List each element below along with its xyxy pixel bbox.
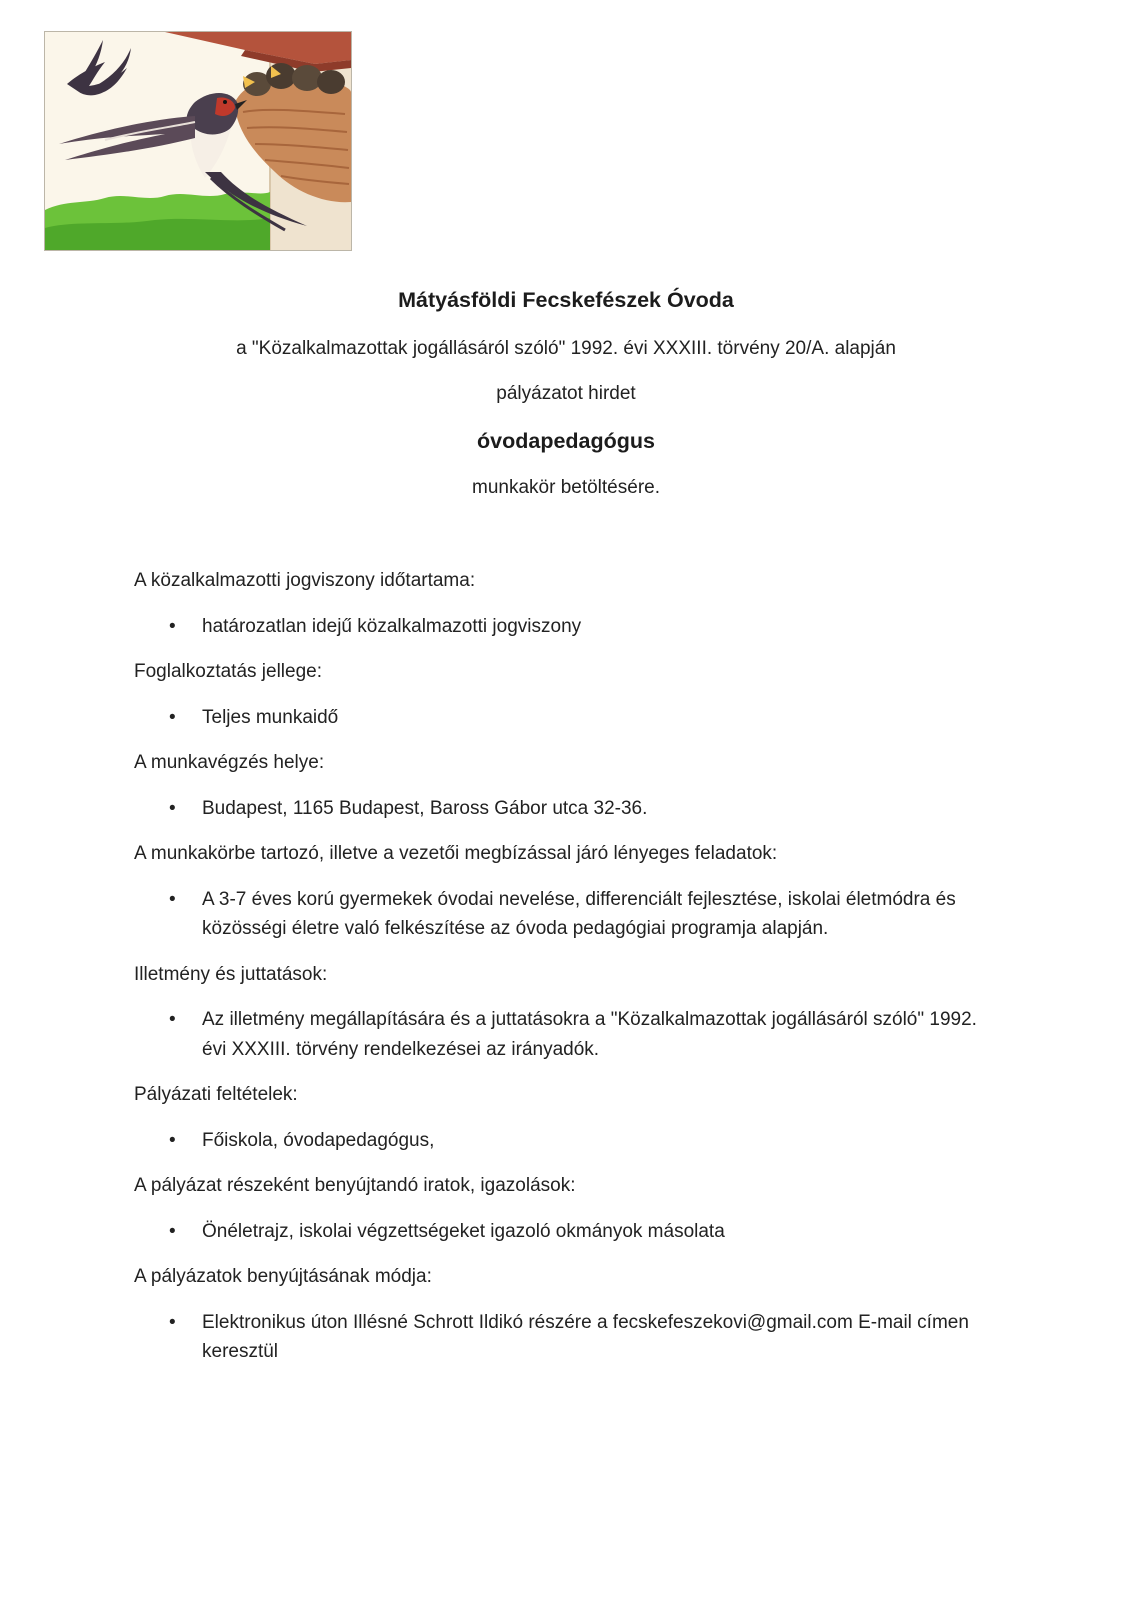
swallow-nest-illustration xyxy=(44,31,352,251)
section-label-submission: A pályázatok benyújtásának módja: xyxy=(134,1266,432,1287)
bullet-icon: • xyxy=(169,706,176,728)
position-suffix-line: munkakör betöltésére. xyxy=(472,477,660,498)
bullet-icon: • xyxy=(169,615,176,637)
bullet-icon: • xyxy=(169,1129,176,1151)
section-label-duration: A közalkalmazotti jogviszony időtartama: xyxy=(134,570,476,591)
bullet-list-workplace xyxy=(134,794,1004,824)
section-label-requirements: Pályázati feltételek: xyxy=(134,1084,298,1105)
list-item xyxy=(134,885,1004,944)
section-label-documents: A pályázat részeként benyújtandó iratok, igazolások: xyxy=(134,1175,576,1196)
list-item-text: Az illetmény megállapítására és a juttatásokra a "Közalkalmazottak jogállásáról szóló" 1992. évi XXXIII. törvény rendelkezései az irányadók. xyxy=(202,1009,977,1060)
section-label-duties: A munkakörbe tartozó, illetve a vezetői megbízással járó lényeges feladatok: xyxy=(134,843,778,864)
announcement-line: pályázatot hirdet xyxy=(496,383,636,404)
list-item xyxy=(134,1217,1004,1247)
bullet-list-employment-type xyxy=(134,703,1004,733)
bullet-icon: • xyxy=(169,797,176,819)
institution-title: Mátyásföldi Fecskefészek Óvoda xyxy=(398,288,734,312)
bullet-icon: • xyxy=(169,888,176,910)
section-label-workplace: A munkavégzés helye: xyxy=(134,752,325,773)
list-item-text: Teljes munkaidő xyxy=(202,706,339,728)
section-label-employment-type: Foglalkoztatás jellege: xyxy=(134,661,322,682)
bullet-list-salary xyxy=(134,1005,1004,1064)
bullet-list-duties xyxy=(134,885,1004,944)
list-item xyxy=(134,703,1004,733)
list-item-text: Budapest, 1165 Budapest, Baross Gábor utca 32-36. xyxy=(202,797,648,819)
list-item xyxy=(134,794,1004,824)
legal-basis-line: a "Közalkalmazottak jogállásáról szóló" 1992. évi XXXIII. törvény 20/A. alapján xyxy=(236,338,896,359)
position-title: óvodapedagógus xyxy=(477,429,655,453)
bullet-list-requirements xyxy=(134,1126,1004,1156)
bullet-icon: • xyxy=(169,1311,176,1333)
list-item xyxy=(134,1308,1004,1367)
list-item-text: határozatlan idejű közalkalmazotti jogviszony xyxy=(202,615,582,637)
bullet-list-documents xyxy=(134,1217,1004,1247)
bullet-list-duration xyxy=(134,612,1004,642)
list-item-text: Elektronikus úton Illésné Schrott Ildikó részére a fecskefeszekovi@gmail.com E-mail címen keresztül xyxy=(202,1311,969,1362)
list-item xyxy=(134,1005,1004,1064)
bullet-icon: • xyxy=(169,1220,176,1242)
list-item-text: A 3-7 éves korú gyermekek óvodai nevelése, differenciált fejlesztése, iskolai életmódra és közösségi életre való felkészítése az óvoda pedagógiai programja alapján. xyxy=(202,888,956,939)
job-details xyxy=(134,566,1004,1383)
bullet-icon: • xyxy=(169,1009,176,1030)
bullet-list-submission xyxy=(134,1308,1004,1367)
list-item-text: Önéletrajz, iskolai végzettségeket igazoló okmányok másolata xyxy=(202,1220,725,1242)
list-item-text: Főiskola, óvodapedagógus, xyxy=(202,1129,435,1151)
list-item xyxy=(134,612,1004,642)
list-item xyxy=(134,1126,1004,1156)
section-label-salary: Illetmény és juttatások: xyxy=(134,963,328,985)
